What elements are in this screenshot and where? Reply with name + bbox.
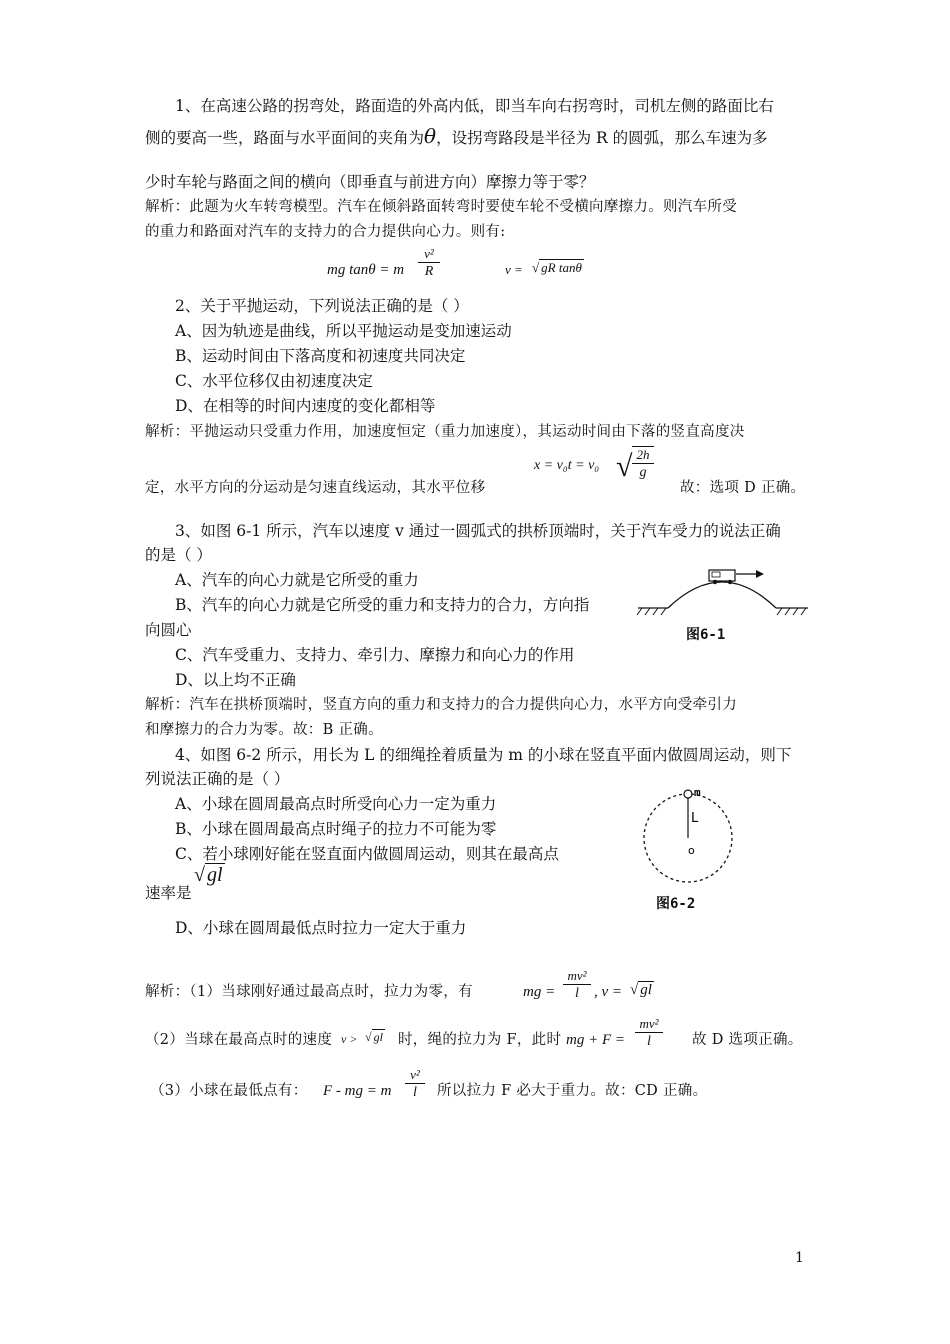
page-number: 1 [795,1250,804,1266]
q4-analysis1-radicand: gl [640,982,652,998]
figure-6-2-circle [636,782,736,890]
q2-eq-left: x = v₀t = v₀ [534,458,600,473]
q1-line1: 1、在高速公路的拐弯处，路面造的外高内低，即当车向右拐弯时，司机左侧的路面比右 [175,97,774,115]
q3-stem2: 的是（ ） [145,546,212,564]
q1-analysis1: 解析：此题为火车转弯模型。汽车在倾斜路面转弯时要使车轮不受横向摩擦力。则汽车所受 [145,199,737,215]
q3-option-a: A、汽车的向心力就是它所受的重力 [175,571,419,589]
velocity-arrow-icon [736,570,764,578]
q4-analysis2-ineq: v > [341,1032,358,1046]
q2-analysis-end: 故：选项 D 正确。 [680,480,806,496]
figure-6-2-label-l: L [691,811,699,826]
q1-eq2-radicand: gR tanθ [541,260,582,275]
q4-stem1: 4、如图 6-2 所示，用长为 L 的细绳拴着质量为 m 的小球在竖直平面内做圆周运动，则下 [175,746,792,764]
q2-eq-fraction [632,446,654,482]
q4-option-c: C、若小球刚好能在竖直面内做圆周运动，则其在最高点 [175,845,559,863]
q3-option-b: B、汽车的向心力就是它所受的重力和支持力的合力，方向指 [175,596,590,614]
q2-eq-den: g [639,465,647,480]
q1-line2 [145,126,810,148]
q3-stem1: 3、如图 6-1 所示，汽车以速度 v 通过一圆弧式的拱桥顶端时，关于汽车受力的说法正确 [175,522,781,540]
q4-analysis2-end: 故 D 选项正确。 [692,1032,803,1048]
q1-line3: 少时车轮与路面之间的横向（即垂直与前进方向）摩擦力等于零？ [145,173,595,191]
q4-option-c-radicand: gl [206,864,223,886]
q3-analysis2: 和摩擦力的合力为零。故：B 正确。 [145,722,383,738]
q2-option-d: D、在相等的时间内速度的变化都相等 [175,397,436,415]
q4-analysis3-eq: F - mg = m [323,1083,392,1099]
q2-analysis1: 解析：平抛运动只受重力作用，加速度恒定（重力加速度），其运动时间由下落的竖直高度决 [145,424,745,440]
q4-analysis3-num: v² [410,1067,420,1082]
q4-analysis2-num: mv² [639,1016,659,1031]
figure-6-2-label-m: m [694,786,701,799]
q4-analysis1: 解析：（1）当球刚好通过最高点时，拉力为零，有 [145,984,473,1000]
q4-analysis2-fraction [635,1016,663,1051]
q4-analysis2a: （2）当球在最高点时的速度 [145,1032,333,1048]
q2-stem: 2、关于平抛运动，下列说法正确的是（ ） [175,297,469,315]
q1-line2b: ，设拐弯路段是半径为 R 的圆弧，那么车速为多 [436,129,768,147]
q2-analysis2: 定，水平方向的分运动是匀速直线运动，其水平位移 [145,480,486,496]
q2-option-a: A、因为轨迹是曲线，所以平抛运动是变加速运动 [175,322,512,340]
q1-eq1-den: R [424,264,434,279]
q4-option-c-sqrt: √ gl [194,864,223,886]
ball-icon [684,790,692,798]
q3-option-d: D、以上均不正确 [175,671,296,689]
q4-stem2: 列说法正确的是（ ） [145,770,290,788]
q3-option-c: C、汽车受重力、支持力、牵引力、摩擦力和向心力的作用 [175,646,575,664]
q1-eq2-sqrt: √ gR tanθ [532,260,582,275]
q2-eq-num: 2h [636,447,650,462]
q1-line2a: 侧的要高一些，路面与水平面间的夹角为 [145,129,425,147]
figure-6-2-caption: 图6-2 [656,896,696,912]
theta-symbol: θ [424,124,437,148]
q1-eq1-num: v² [424,246,434,261]
q4-analysis3-fraction [405,1067,425,1102]
q3-option-b-cont: 向圆心 [145,621,192,639]
q1-analysis2: 的重力和路面对汽车的支持力的合力提供向心力。则有: [145,224,506,240]
q4-option-d: D、小球在圆周最低点时拉力一定大于重力 [175,919,467,937]
q4-analysis3-end: 所以拉力 F 必大于重力。故：CD 正确。 [437,1083,708,1099]
q1-eq1-fraction [418,246,440,281]
q1-eq1-left: mg tanθ = m [327,262,405,278]
q4-analysis2-radicand: gl [373,1030,383,1044]
q1-eq2-left: v = [505,262,523,277]
q4-analysis2-sqrt: √ gl [365,1030,383,1044]
q4-analysis2-eq: mg + F = [566,1032,625,1048]
q4-analysis1-eq: mg = [523,984,556,1000]
q4-analysis3a: （3）小球在最低点有： [150,1083,308,1099]
q4-analysis2-den: l [647,1034,651,1049]
q4-option-c-cont: 速率是 [145,884,192,902]
q3-analysis1: 解析：汽车在拱桥顶端时，竖直方向的重力和支持力的合力提供向心力，水平方向受牵引力 [145,697,737,713]
q4-analysis1-sqrt: √ gl [630,982,652,998]
q4-option-b: B、小球在圆周最高点时绳子的拉力不可能为零 [175,820,497,838]
figure-6-1-caption: 图6-1 [686,627,726,643]
q4-analysis1-fraction [563,968,591,1003]
q4-analysis1-tail: , v = [594,984,623,1000]
q2-option-c: C、水平位移仅由初速度决定 [175,372,373,390]
q4-analysis3-den: l [413,1085,417,1100]
figure-6-2-label-o: o [688,844,695,857]
q2-option-b: B、运动时间由下落高度和初速度共同决定 [175,347,466,365]
q2-eq-sqrt-sign: √ [616,450,633,483]
q4-analysis2b: 时，绳的拉力为 F，此时 [398,1032,562,1048]
q4-analysis1-den: l [575,986,579,1001]
figure-6-1-bridge [636,562,811,622]
q4-option-a: A、小球在圆周最高点时所受向心力一定为重力 [175,795,497,813]
q4-analysis1-num: mv² [567,968,587,983]
